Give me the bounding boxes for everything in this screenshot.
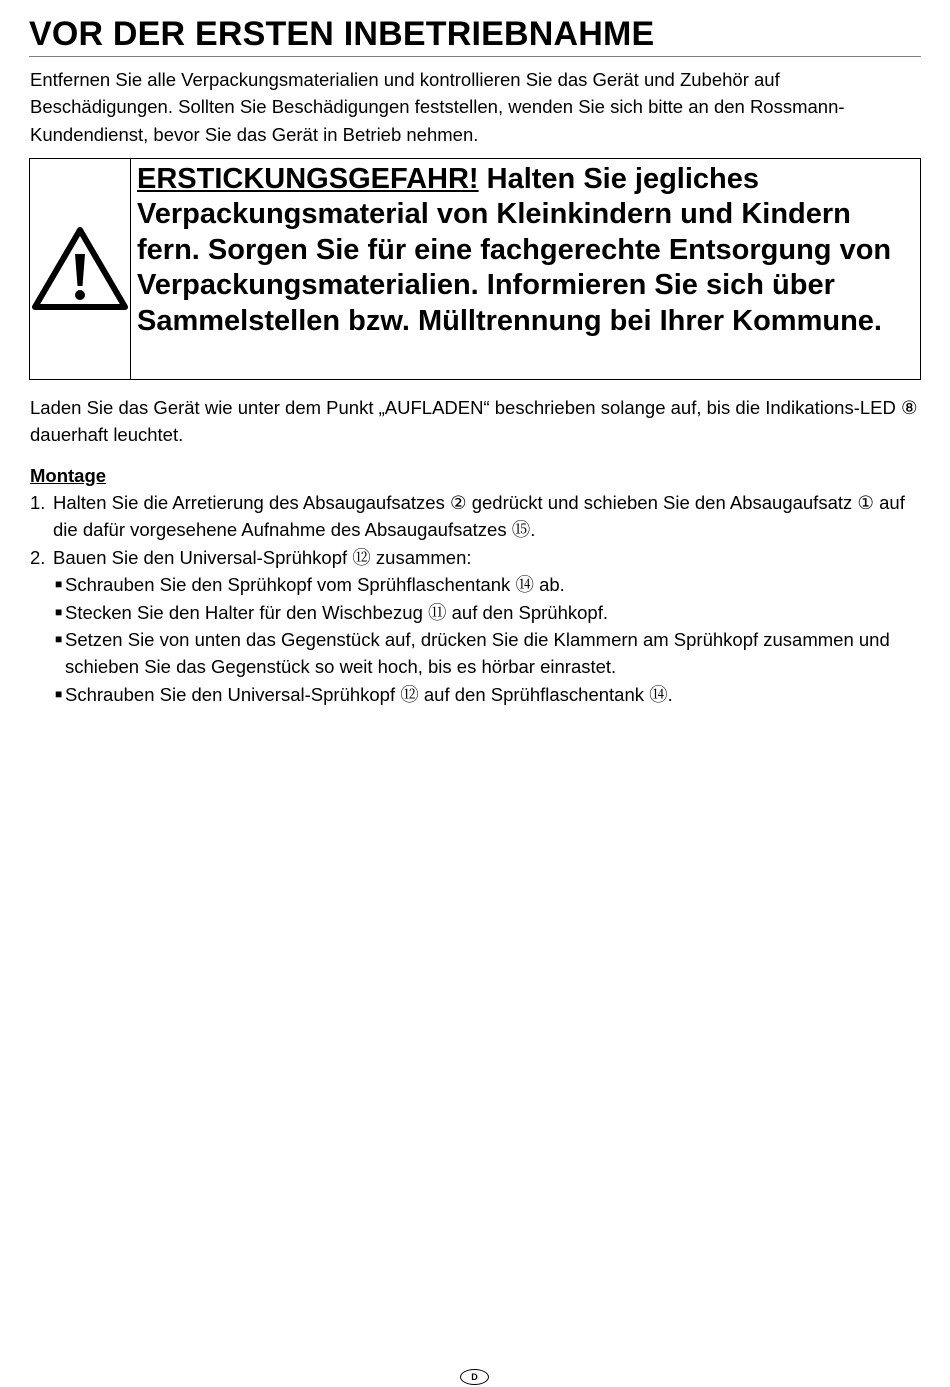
bullet-icon: ■ — [55, 577, 63, 592]
montage-substep — [30, 626, 920, 681]
bullet-icon: ■ — [55, 686, 63, 701]
warning-message: Halten Sie jegliches Verpackungsmaterial von Kleinkindern und Kindern fern. Sorgen Sie für eine fachgerechte Entsorgung von Verpackungsmaterialien. Informieren Sie sich über Sammelstellen bzw. Mülltrennung bei Ihrer Kommune. — [137, 163, 892, 337]
step-number: 2. — [30, 546, 46, 568]
montage-heading: Montage — [30, 465, 107, 486]
bullet-icon: ■ — [55, 632, 63, 647]
step-text: Bauen Sie den Universal-Sprühkopf ⑫ zusammen: — [53, 546, 472, 568]
warning-text — [131, 159, 920, 379]
montage-list — [30, 489, 920, 708]
warning-box — [29, 158, 921, 380]
language-badge: D — [460, 1369, 489, 1385]
substep-text: Schrauben Sie den Sprühkopf vom Sprühflaschentank ⑭ ab. — [65, 574, 565, 596]
substep-text: Setzen Sie von unten das Gegenstück auf, drücken Sie die Klammern am Sprühkopf zusammen und schieben Sie das Gegenstück so weit hoch, bis es hörbar einrastet. — [65, 629, 890, 678]
page-title: VOR DER ERSTEN INBETRIEBNAHME — [29, 14, 921, 57]
warning-icon-cell — [30, 159, 131, 379]
warning-triangle-icon — [30, 224, 130, 314]
montage-substep — [30, 681, 920, 708]
montage-step-2 — [30, 544, 920, 571]
bullet-icon: ■ — [55, 604, 63, 619]
step-text: Halten Sie die Arretierung des Absaugaufsatzes ② gedrückt und schieben Sie den Absaugaufsatz ① auf die dafür vorgesehene Aufnahme des Absaugaufsatzes ⑮. — [53, 492, 905, 541]
intro-paragraph: Entfernen Sie alle Verpackungsmaterialien und kontrollieren Sie das Gerät und Zubehör auf Beschädigungen. Sollten Sie Beschädigungen feststellen, wenden Sie sich bitte an den Rossmann-Kundendienst, bevor Sie das Gerät in Betrieb nehmen. — [30, 69, 845, 145]
warning-keyword: ERSTICKUNGSGEFAHR! — [137, 163, 479, 195]
montage-substep — [30, 599, 920, 626]
substep-text: Stecken Sie den Halter für den Wischbezug ⑪ auf den Sprühkopf. — [65, 601, 608, 623]
step-number: 1. — [30, 492, 46, 513]
montage-step-1 — [30, 489, 920, 544]
montage-substep — [30, 571, 920, 598]
substep-text: Schrauben Sie den Universal-Sprühkopf ⑫ auf den Sprühflaschentank ⑭. — [65, 683, 673, 705]
charging-note: Laden Sie das Gerät wie unter dem Punkt „AUFLADEN“ beschrieben solange auf, bis die Indikations-LED ⑧ dauerhaft leuchtet. — [30, 397, 918, 446]
